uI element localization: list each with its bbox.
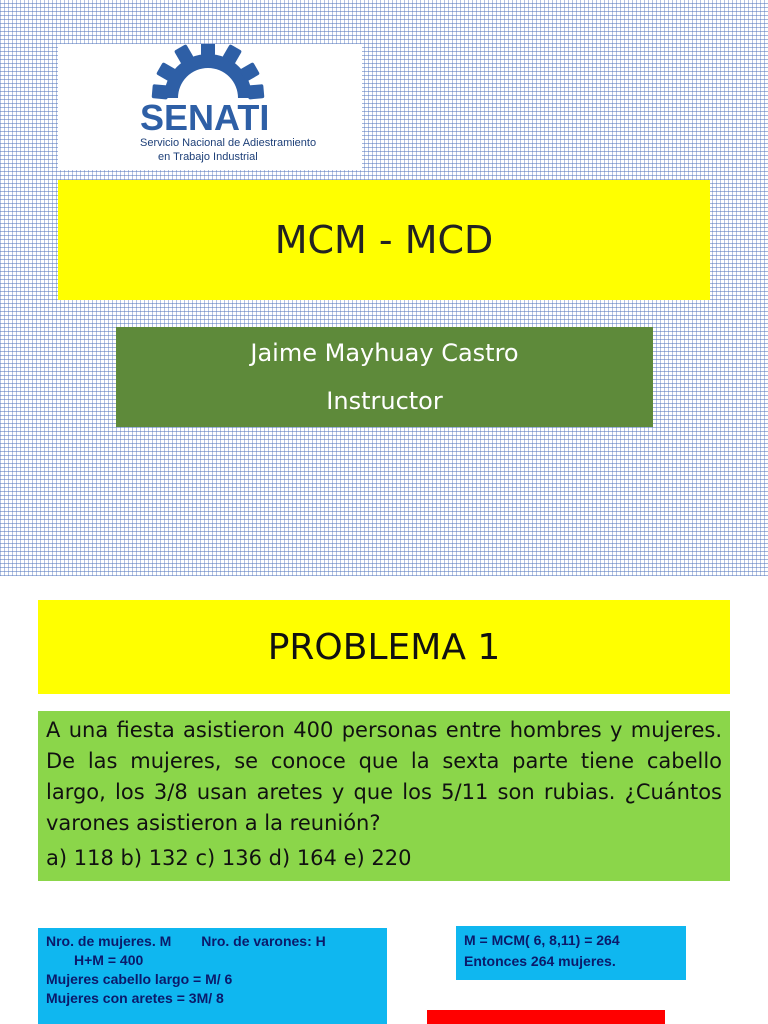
long-hair-equation: Mujeres cabello largo = M/ 6 — [46, 971, 233, 987]
title-banner — [58, 180, 710, 300]
senati-logo — [58, 44, 362, 170]
problem-statement: A una fiesta asistieron 400 personas entre hombres y mujeres. De las mujeres, se conoce que la sexta parte tiene cabello largo, los 3/8 usan aretes y que los 5/11 son rubias. ¿Cuántos varones asistieron a la reunión? — [46, 718, 722, 835]
mcm-conclusion: Entonces 264 mujeres. — [464, 953, 616, 969]
men-label: Nro. de varones: H — [201, 933, 326, 949]
author-banner — [116, 327, 653, 427]
sum-equation: H+M = 400 — [74, 952, 144, 968]
problem-heading: PROBLEMA 1 — [267, 626, 501, 668]
mcm-result-box — [456, 926, 686, 980]
solution-line-labels — [46, 932, 379, 951]
mcm-equation: M = MCM( 6, 8,11) = 264 — [464, 932, 620, 948]
earrings-equation: Mujeres con aretes = 3M/ 8 — [46, 990, 224, 1006]
problem-statement-box — [38, 711, 730, 881]
author-name: Jaime Mayhuay Castro — [250, 339, 519, 367]
gear-logo-icon — [58, 44, 362, 170]
solution-box — [38, 928, 387, 1024]
women-label: Nro. de mujeres. M — [46, 933, 172, 949]
slide-title-text: MCM - MCD — [274, 218, 494, 262]
logo-brand: SENATI — [140, 97, 270, 138]
slide-problem — [0, 576, 768, 1024]
answer-options: a) 118 b) 132 c) 136 d) 164 e) 220 — [46, 846, 412, 870]
problem-heading-banner — [38, 600, 730, 694]
red-answer-box — [427, 1010, 665, 1024]
author-role: Instructor — [326, 387, 443, 415]
logo-line2: en Trabajo Industrial — [158, 151, 258, 163]
logo-line1: Servicio Nacional de Adiestramiento — [140, 137, 317, 149]
